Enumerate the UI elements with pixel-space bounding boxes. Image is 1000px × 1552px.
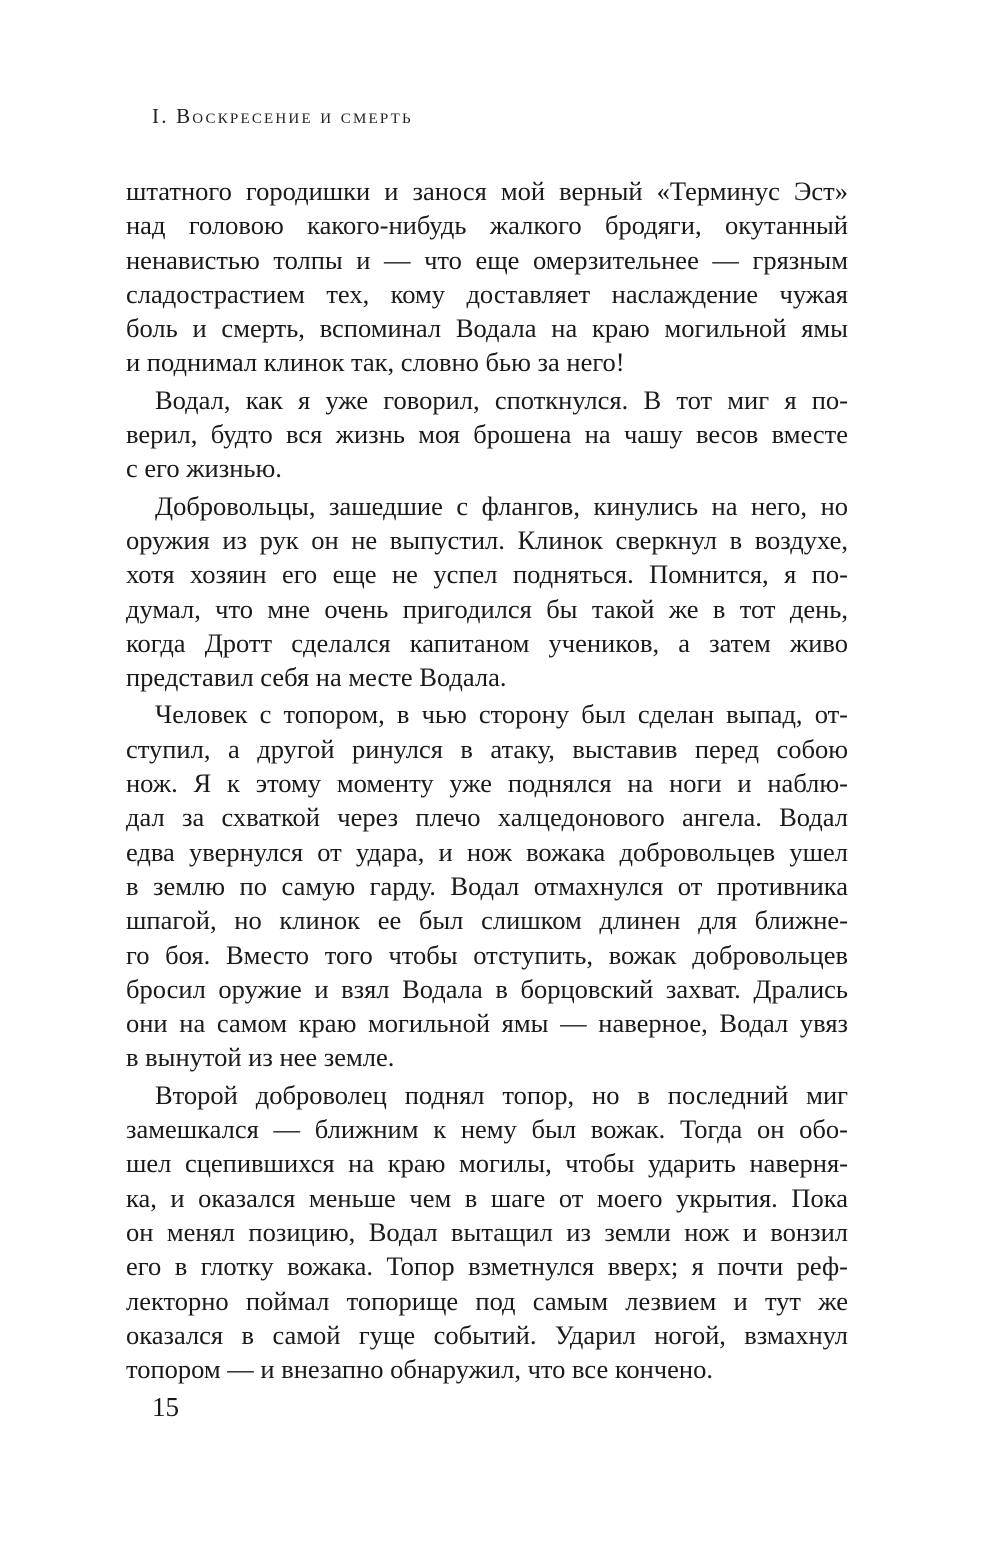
text-line: го боя. Вместо того чтобы отступить, вожак добровольцев <box>126 939 848 970</box>
text-line: замешкался — ближним к нему был вожак. Тогда он обо- <box>126 1114 848 1145</box>
text-line: представил себя на месте Водала. <box>126 662 507 693</box>
text-line: в землю по самую гарду. Водал отмахнулся от противника <box>126 870 848 901</box>
text-line: топором — и внезапно обнаружил, что все кончено. <box>126 1354 713 1385</box>
text-line: дал за схваткой через плечо халцедонового ангела. Водал <box>126 802 848 833</box>
body-text <box>126 174 848 1386</box>
text-line: оружия из рук он не выпустил. Клинок сверкнул в воздухе, <box>126 524 848 555</box>
text-line: штатного городишки и занося мой верный «Терминус Эст» <box>126 176 848 206</box>
text-line: боль и смерть, вспоминал Водала на краю могильной ямы <box>126 313 848 344</box>
text-line: ненавистью толпы и — что еще омерзительнее — грязным <box>126 244 848 275</box>
text-line: шпагой, но клинок ее был слишком длинен для ближне- <box>126 905 848 936</box>
paragraph <box>126 697 848 1074</box>
text-line: Водал, как я уже говорил, споткнулся. В тот миг я по- <box>155 384 848 415</box>
text-line: он менял позицию, Водал вытащил из земли нож и вонзил <box>126 1216 848 1247</box>
text-line: сладострастием тех, кому доставляет наслаждение чужая <box>126 278 848 309</box>
text-line: шел сцепившихся на краю могилы, чтобы ударить наверня- <box>126 1148 848 1179</box>
text-line: Человек с топором, в чью сторону был сделан выпад, от- <box>155 699 848 730</box>
text-line: и поднимал клинок так, словно бью за него! <box>126 347 625 378</box>
text-line: над головою какого-нибудь жалкого бродяги, окутанный <box>126 210 848 241</box>
paragraph <box>126 383 848 486</box>
text-line: хотя хозяин его еще не успел подняться. Помнится, я по- <box>126 559 848 590</box>
paragraph <box>126 174 848 380</box>
text-line: Второй доброволец поднял топор, но в последний миг <box>155 1079 848 1110</box>
text-line: его в глотку вожака. Топор взметнулся вверх; я почти реф- <box>126 1251 848 1282</box>
text-line: верил, будто вся жизнь моя брошена на чашу весов вместе <box>126 419 848 450</box>
text-line: в вынутой из нее земле. <box>126 1042 395 1073</box>
text-line: едва увернулся от удара, и нож вожака добровольцев ушел <box>126 836 848 867</box>
page-number: 15 <box>152 1392 179 1422</box>
text-line: с его жизнью. <box>126 453 282 484</box>
text-line: Добровольцы, зашедшие с флангов, кинулись на него, но <box>155 490 848 521</box>
text-line: лекторно поймал топорище под самым лезвием и тут же <box>126 1285 848 1316</box>
text-line: они на самом краю могильной ямы — наверное, Водал увяз <box>126 1008 848 1039</box>
text-line: оказался в самой гуще событий. Ударил ногой, взмахнул <box>126 1319 848 1350</box>
text-line: нож. Я к этому моменту уже поднялся на ноги и наблю- <box>126 768 848 799</box>
paragraph <box>126 489 848 695</box>
text-line: думал, что мне очень пригодился бы такой же в тот день, <box>126 593 848 624</box>
text-line: ка, и оказался меньше чем в шаге от моего укрытия. Пока <box>126 1182 848 1213</box>
running-head: I. Воскресение и смерть <box>152 104 413 128</box>
text-line: бросил оружие и взял Водала в борцовский захват. Дрались <box>126 973 848 1004</box>
text-line: когда Дротт сделался капитаном учеников, а затем живо <box>126 627 848 658</box>
paragraph <box>126 1078 848 1387</box>
text-line: ступил, а другой ринулся в атаку, выставив перед собою <box>126 733 848 764</box>
